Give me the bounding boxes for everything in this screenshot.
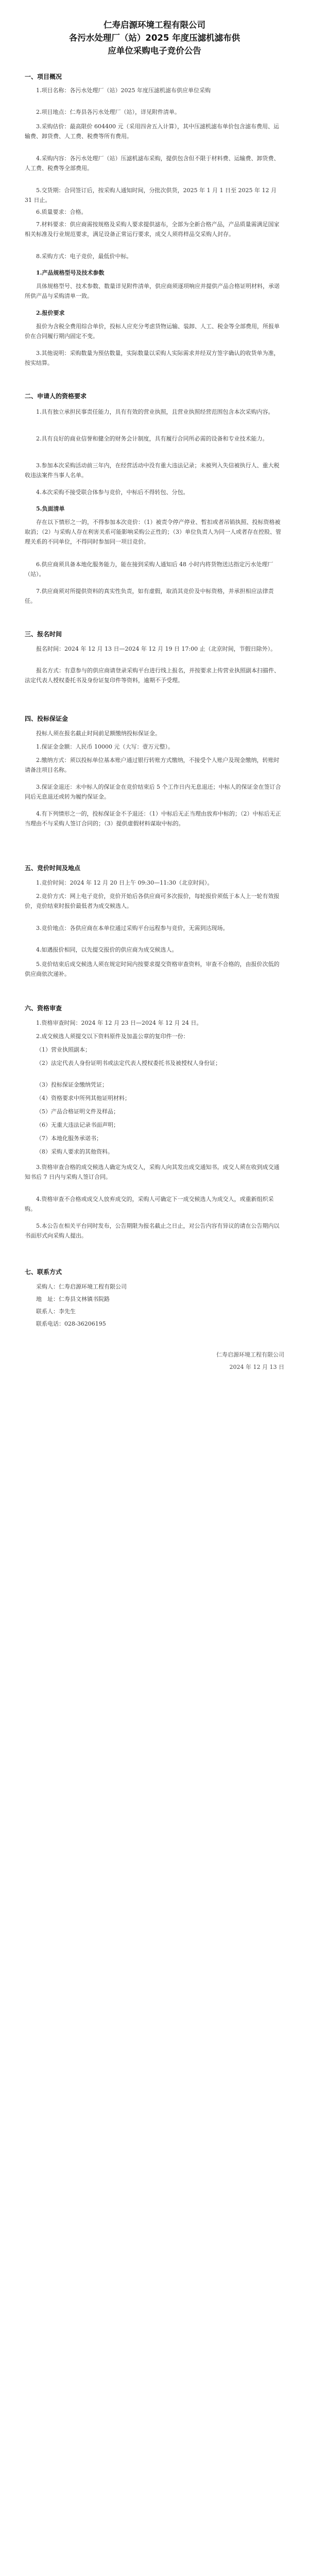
overview-item-5: 5.交货期：合同签订后，按采购人通知时间，分批次供货，2025 年 1 月 1 日至 2025 年 12 月 31 日止。 [25,187,277,204]
section-heading-bidding: 五、竞价时间及地点 [25,865,81,872]
review-material-4: （4）资格要求中所列其他证明材料； [36,1095,130,1101]
registration-time: 报名时间：2024 年 12 月 13 日—2024 年 12 月 19 日 17:00 止（北京时间，节假日除外）。 [36,646,277,652]
overview-item-8: 8.采购方式：电子竞价，最低价中标。 [36,253,132,260]
review-time: 1.资格审查时间：2024 年 12 月 23 日—2024 年 12 月 24 日。 [36,1020,202,1026]
contact-phone: 联系电话：028-36206195 [36,1320,106,1327]
price-paragraph: 报价为含税全费用综合单价，投标人应充分考虑货物运输、装卸、人工、税金等全部费用，所报单价在合同履行期内固定不变。 [25,323,280,340]
signature-company: 仁寿启源环境工程有限公司 [216,1351,284,1358]
review-objection: 5.本公告在相关平台同时发布，公告期限为报名截止之日止，对公告内容有异议的请在公告期内以书面形式向采购人提出。 [25,1223,280,1239]
contact-person: 联系人：李先生 [36,1308,76,1315]
registration-method: 报名方式：有意参与的供应商请登录采购平台进行线上报名，并按要求上传营业执照副本扫描件、法定代表人授权委托书及身份证复印件等资料，逾期不予受理。 [25,667,280,684]
other-notes-paragraph: 3.其他说明：采购数量为预估数量，实际数量以采购人实际需求并经双方签字确认的收货单为准，按实结算。 [25,350,280,366]
qualification-item-1: 1.具有独立承担民事责任能力，具有有效的营业执照，且营业执照经营范围包含本次采购内容。 [36,409,274,415]
section-heading-contact: 七、联系方式 [25,1268,62,1276]
deposit-forfeit: 4.有下列情形之一的，投标保证金不予退还：（1）中标后无正当理由放弃中标的；（2）中标后无正当理由不与采购人签订合同的；（3）提供虚假材料谋取中标的。 [25,810,281,827]
overview-item-4: 4.采购内容：各污水处理厂（站）压滤机滤布采购，提供包含但不限于材料费、运输费、卸货费、人工费、税费等全部费用。 [25,155,280,172]
bidding-time: 1.竞价时间：2024 年 12 月 20 日上午 09:30—11:30（北京时间）。 [36,879,213,886]
deposit-amount: 1.保证金金额：人民币 10000 元（大写：壹万元整）。 [36,743,174,750]
overview-item-1: 1.项目名称：各污水处理厂（站）2025 年度压滤机滤布供应单位采购 [36,87,211,94]
section-heading-qualification: 二、申请人的资格要求 [25,393,87,400]
negative-list-paragraph: 存在以下情形之一的，不得参加本次竞价：（1）被责令停产停业、暂扣或者吊销执照、投标资格被取消；（2）与采购人存在利害关系可能影响采购公正性的；（3）单位负责人为同一人或者存在控股、管理关系的不同单位，不得同时参加同一项目竞价。 [25,519,281,545]
overview-item-7: 7.材料要求：供应商需按规格及采购人要求提供滤布，全部为全新合格产品，产品质量需满足国家相关标准及行业规范要求，满足设备正常运行要求，成交人须将样品交采购人封存。 [25,221,280,238]
review-fallback: 4.资格审查不合格或成交人放弃成交的，采购人可确定下一成交候选人为成交人，或重新组织采购。 [25,1196,274,1212]
announcement-header [21,19,288,57]
announcement-title-line-2: 应单位采购电子竞价公告 [108,46,201,56]
review-material-5: （5）产品合格证明文件及样品； [36,1108,119,1115]
bidding-tie-rule: 4.如遇报价相同，以先提交报价的供应商为成交候选人。 [36,946,178,953]
qualification-item-4: 4.本次采购不接受联合体参与竞价，中标后不得转包、分包。 [36,489,189,496]
company-name: 仁寿启源环境工程有限公司 [104,20,205,30]
section-heading-overview: 一、项目概况 [25,73,62,80]
bidding-location: 3.竞价地点：各供应商在本单位通过采购平台远程参与竞价，无需到达现场。 [36,925,229,931]
announcement-title-line-1: 各污水处理厂（站）2025 年度压滤机滤布供 [68,33,241,43]
qualification-item-6: 6.供应商须具备本地化服务能力，能在接到采购人通知后 48 小时内将货物送达指定污水处理厂（站）。 [25,561,273,578]
spec-subheading: 1.产品规格型号及技术参数 [36,269,105,276]
contact-address: 地 址：仁寿县文林镇书院路 [36,1296,110,1302]
qualification-item-3: 3.参加本次采购活动前三年内，在经营活动中没有重大违法记录；未被列入失信被执行人、重大税收违法案件当事人名单。 [25,462,280,479]
spec-paragraph: 具体规格型号、技术参数、数量详见附件清单，供应商须逐项响应并提供产品合格证明材料，承诺所供产品与采购清单一致。 [25,283,280,299]
contact-purchaser: 采购人：仁寿启源环境工程有限公司 [36,1283,127,1290]
review-material-2: （2）法定代表人身份证明书或法定代表人授权委托书及被授权人身份证； [36,1060,221,1066]
section-heading-deposit: 四、投标保证金 [25,715,68,722]
overview-item-2: 2.项目地点：仁寿县各污水处理厂（站），详见附件清单。 [36,109,180,115]
negative-list-subheading: 5.负面清单 [36,505,65,512]
review-material-7: （7）本地化服务承诺书； [36,1135,102,1142]
bidding-method: 2.竞价方式：网上电子竞价，竞价开始后各供应商可多次报价，每轮报价须低于本人上一轮有效报价，竞价结束时报价最低者为成交候选人。 [25,893,280,909]
review-material-8: （8）采购人要求的其他资料。 [36,1148,113,1155]
review-material-1: （1）营业执照副本； [36,1046,91,1053]
price-subheading: 2.报价要求 [36,310,65,316]
review-result: 3.资格审查合格的成交候选人确定为成交人，采购人向其发出成交通知书。成交人须在收到成交通知书后 7 日内与采购人签订合同。 [25,1164,280,1180]
section-heading-review: 六、资格审查 [25,1005,62,1012]
review-material-3: （3）投标保证金缴纳凭证； [36,1081,108,1088]
deposit-intro: 投标人须在报名截止时间前足额缴纳投标保证金。 [36,730,161,737]
deposit-method: 2.缴纳方式：须以投标单位基本账户通过银行转账方式缴纳，不接受个人账户及现金缴纳，转账时请备注项目名称。 [25,757,280,773]
signature-date: 2024 年 12 月 13 日 [229,1364,284,1370]
review-materials-intro: 2.成交候选人须提交以下资料原件及加盖公章的复印件一份： [36,1033,189,1040]
overview-item-6: 6.质量要求：合格。 [36,209,87,215]
review-material-6: （6）无重大违法记录书面声明； [36,1122,119,1128]
deposit-refund: 3.保证金退还：未中标人的保证金在竞价结束后 5 个工作日内无息退还；中标人的保证金在签订合同后无息退还或转为履约保证金。 [25,784,281,800]
qualification-item-2: 2.具有良好的商业信誉和健全的财务会计制度，具有履行合同所必需的设备和专业技术能力。 [36,435,268,442]
qualification-item-7: 7.供应商须对所提供资料的真实性负责，如有虚假，取消其竞价及中标资格，并承担相应法律责任。 [25,588,274,604]
overview-item-3: 3.采购估价：最高限价 604400 元（采用四舍五入计算），其中压滤机滤布单价包含滤布费用、运输费、卸货费、人工费、税费等所有费用。 [25,123,279,140]
bidding-review: 5.竞价结束后成交候选人须在规定时间内按要求提交资格审查资料，审查不合格的，由报价次低的供应商依次递补。 [25,961,280,977]
section-heading-registration: 三、报名时间 [25,631,62,638]
